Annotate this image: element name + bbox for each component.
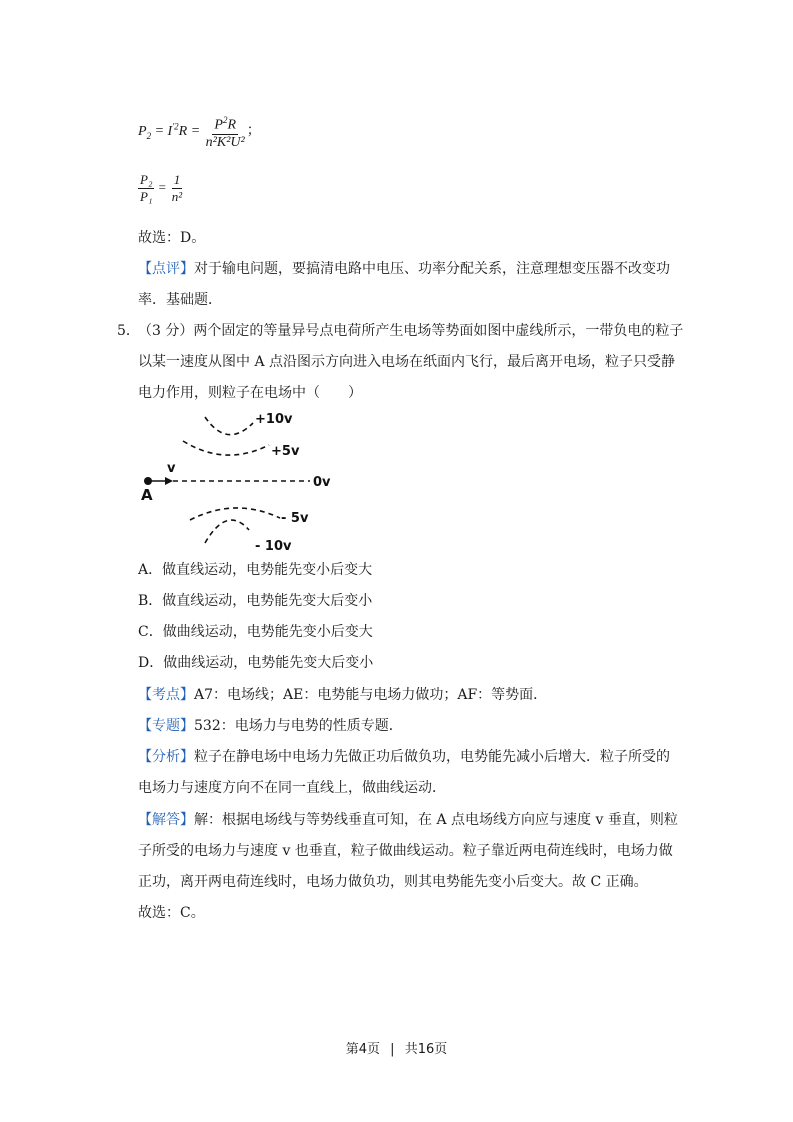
comment-tag: 【点评】 xyxy=(138,261,194,277)
formula-p2-fraction xyxy=(204,112,247,151)
kaodian-text: A7：电场线；AE：电势能与电场力做功；AF：等势面． xyxy=(194,687,548,703)
ratio-rhs-fraction xyxy=(170,172,184,205)
fraction-numerator: $P^2R$ xyxy=(212,112,238,135)
question-number: 5． xyxy=(117,323,140,339)
label-minus10: - 10v xyxy=(255,539,292,554)
fenxi-tag: 【分析】 xyxy=(138,749,194,765)
zhuanti-tag: 【专题】 xyxy=(138,718,194,734)
page-footer xyxy=(0,1038,793,1057)
option-a: A．做直线运动，电势能先变小后变大 xyxy=(138,562,373,578)
kaodian-line xyxy=(138,685,547,705)
fenxi-line2: 电场力与速度方向不在同一直线上，做曲线运动． xyxy=(138,780,446,796)
footer-separator: | xyxy=(390,1042,395,1057)
option-d: D．做曲线运动，电势能先变大后变小 xyxy=(138,655,374,671)
question-line1: （3 分）两个固定的等量异号点电荷所产生电场等势面如图中虚线所示，一带负电的粒子 xyxy=(138,323,684,339)
formula-ratio xyxy=(138,172,184,205)
jieda-line2: 子所受的电场力与速度 v 也垂直，粒子做曲线运动。粒子靠近两电荷连线时，电场力做 xyxy=(138,843,673,859)
jieda-tag: 【解答】 xyxy=(138,812,194,828)
formula-p2-lhs: $P_2$ xyxy=(138,123,152,141)
label-minus5: - 5v xyxy=(281,511,309,526)
zhuanti-line xyxy=(138,716,403,736)
fenxi-text: 粒子在静电场中电场力先做正功后做负功，电势能先减小后增大．粒子所受的 xyxy=(194,749,670,765)
label-velocity: v xyxy=(167,461,176,476)
label-zero: 0v xyxy=(313,475,331,490)
prev-comment-line2: 率．基础题． xyxy=(138,292,222,308)
final-answer: 故选：C。 xyxy=(138,905,205,921)
jieda-line1 xyxy=(138,810,678,830)
option-c: C．做曲线运动，电势能先变小后变大 xyxy=(138,624,373,640)
jieda-text: 解：根据电场线与等势线垂直可知，在 A 点电场线方向应与速度 v 垂直，则粒 xyxy=(194,812,678,828)
ratio-lhs-fraction xyxy=(138,172,154,205)
fraction-denominator: P₁ xyxy=(140,189,153,204)
option-b: B．做直线运动，电势能先变大后变小 xyxy=(138,593,373,609)
zhuanti-text: 532：电场力与电势的性质专题． xyxy=(194,718,403,734)
page-number: 第4页 xyxy=(345,1042,381,1057)
prev-comment-line1 xyxy=(138,259,670,279)
equipotential-minus10 xyxy=(205,520,249,543)
fraction-denominator: n² xyxy=(171,189,183,204)
velocity-arrow-head xyxy=(165,477,173,485)
label-plus5: +5v xyxy=(271,444,300,459)
comment-text: 对于输电问题，要搞清电路中电压、功率分配关系，注意理想变压器不改变功 xyxy=(194,261,670,277)
formula-end-punct: ； xyxy=(246,123,261,139)
equipotential-plus10 xyxy=(205,417,253,435)
equals-sign: = xyxy=(190,123,201,139)
question-line2: 以某一速度从图中 A 点沿图示方向进入电场在纸面内飞行，最后离开电场，粒子只受静 xyxy=(138,354,676,370)
equals-sign: = xyxy=(157,179,170,195)
formula-p2-mid: $I^{'2}R$ xyxy=(167,120,188,139)
fenxi-line1 xyxy=(138,747,670,767)
kaodian-tag: 【考点】 xyxy=(138,687,194,703)
equipotential-plus5 xyxy=(183,441,269,455)
equals-sign: = xyxy=(154,123,165,139)
question-line3: 电力作用，则粒子在电场中（ ） xyxy=(138,385,362,401)
label-plus10: +10v xyxy=(255,412,293,427)
prev-answer: 故选：D。 xyxy=(138,230,206,246)
equipotential-figure xyxy=(135,405,345,555)
jieda-line3: 正功，离开两电荷连线时，电场力做负功，则其电势能先变小后变大。故 C 正确。 xyxy=(138,874,648,890)
formula-p2 xyxy=(138,112,261,151)
equipotential-minus5 xyxy=(190,508,280,520)
label-point-a: A xyxy=(141,486,153,504)
page-total: 共16页 xyxy=(404,1042,448,1057)
fraction-denominator: n²K²U² xyxy=(205,134,245,150)
fraction-numerator: P₂ xyxy=(140,172,153,187)
fraction-numerator: 1 xyxy=(173,172,181,187)
